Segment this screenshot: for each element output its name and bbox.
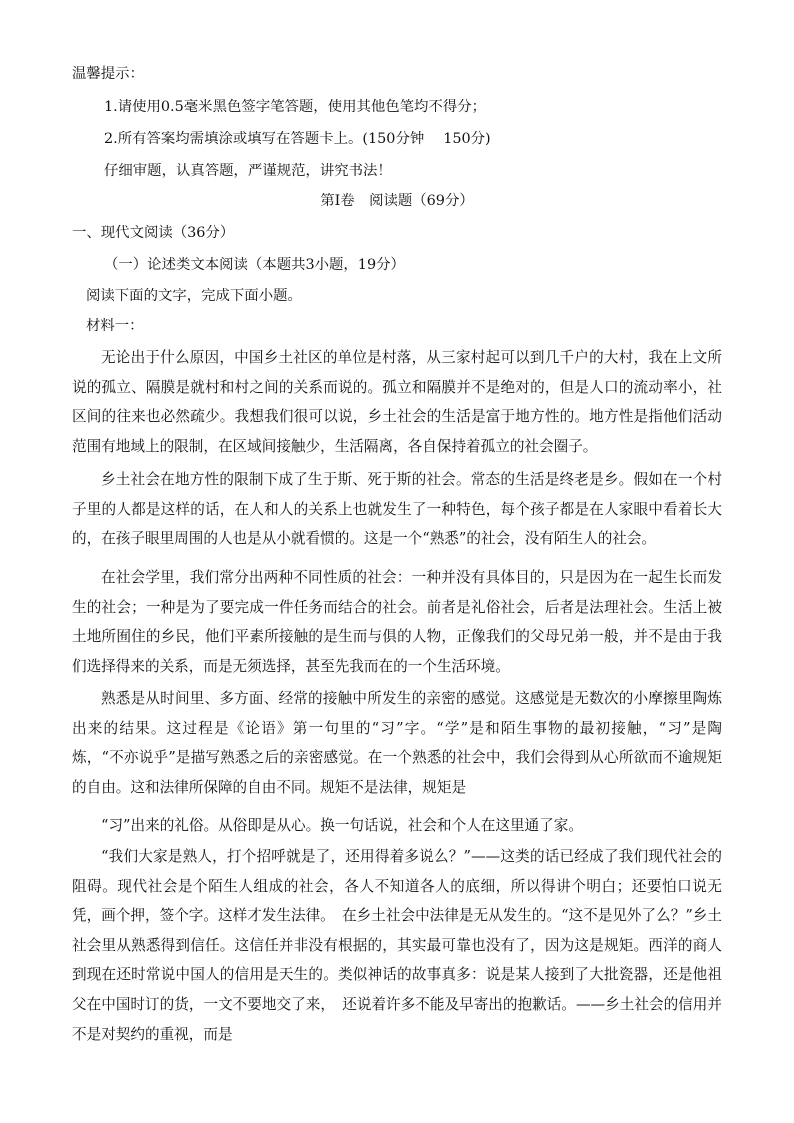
notice-item-1: 1.请使用0.5毫米黑色签字笔答题，使用其他色笔均不得分； [104, 99, 486, 115]
paragraph-1: 无论出于什么原因，中国乡土社区的单位是村落，从三家村起可以到几千户的大村，我在上文所说的孤立、隔膜是就村和村之间的关系而说的。孤立和隔膜并不是绝对的，但是人口的流动率小，社区间的往来也必然疏少。我想我们很可以说，乡土社会的生活是富于地方性的。地方性是指他们活动范围有地域上的限制，在区域间接触少，生活隔离，各自保持着孤立的社会圈子。 [72, 349, 722, 455]
paragraph-2: 乡土社会在地方性的限制下成了生于斯、死于斯的社会。常态的生活是终老是乡。假如在一个村子里的人都是这样的话，在人和人的关系上也就发生了一种特色，每个孩子都是在人家眼中看着长大的，在孩子眼里周围的人也是从小就看惯的。这是一个“熟悉”的社会，没有陌生人的社会。 [72, 471, 722, 548]
material-label: 材料一： [86, 318, 144, 334]
part1-heading: 一、现代文阅读（36分） [72, 225, 235, 241]
paragraph-5: “习”出来的礼俗。从俗即是从心。换一句话说，社会和个人在这里通了家。 [101, 817, 583, 834]
paragraph-3: 在社会学里，我们常分出两种不同性质的社会：一种并没有具体目的，只是因为在一起生长而发生的社会；一种是为了要完成一件任务而结合的社会。前者是礼俗社会，后者是法理社会。生活上被土地所囿住的乡民，他们平素所接触的是生而与俱的人物，正像我们的父母兄弟一般，并不是由于我们选择得来的关系，而是无须选择，甚至先我而在的一个生活环境。 [72, 569, 722, 675]
paragraph-4: 熟悉是从时间里、多方面、经常的接触中所发生的亲密的感觉。这感觉是无数次的小摩擦里陶炼出来的结果。这过程是《论语》第一句里的“习”字。“学”是和陌生事物的最初接触，“习”是陶炼，“不亦说乎”是描写熟悉之后的亲密感觉。在一个熟悉的社会中，我们会得到从心所欲而不逾规矩的自由。这和法律所保障的自由不同。规矩不是法律，规矩是 [72, 690, 722, 796]
notice-item-2: 2.所有答案均需填涂或填写在答题卡上。(150分钟 150分) [104, 131, 491, 147]
sub1-heading: （一）论述类文本阅读（本题共3小题，19分） [104, 257, 405, 273]
notice-motto: 仔细审题，认真答题，严谨规范，讲究书法！ [104, 163, 392, 179]
reading-instruction: 阅读下面的文字，完成下面小题。 [86, 288, 302, 304]
section-title: 第Ⅰ卷 阅读题（69分） [320, 193, 474, 209]
paragraph-6: “我们大家是熟人，打个招呼就是了，还用得着多说么？”——这类的话已经成了我们现代社会的阻碍。现代社会是个陌生人组成的社会，各人不知道各人的底细，所以得讲个明白；还要怕口说无凭，画个押，签个字。这样才发生法律。 在乡土社会中法律是无从发生的。“这不是见外了么？”乡土社会里从熟悉得到信任。这信任并非没有根据的，其实最可靠也没有了，因为这是规矩。西洋的商人到现在还时常说中国人的信用是天生的。类似神话的故事真多：说是某人接到了大批瓷器，还是他祖父在中国时订的货，一文不要地交了来， 还说着许多不能及早寄出的抱歉话。——乡土社会的信用并不是对契约的重视，而是 [72, 848, 722, 1043]
notice-heading: 温馨提示： [72, 66, 144, 82]
